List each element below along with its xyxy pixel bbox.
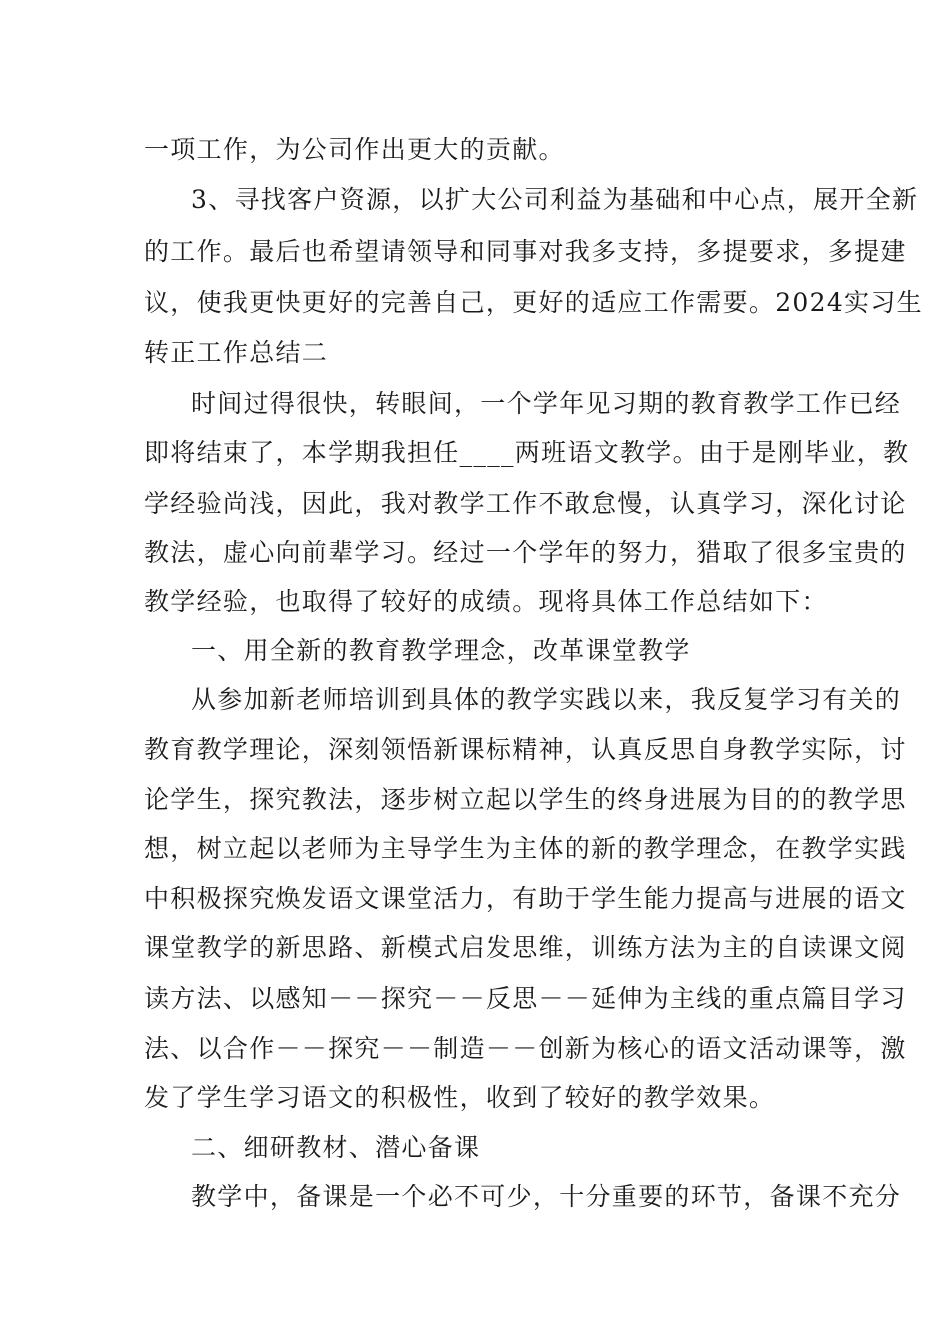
text-line: 论学生，探究教法，逐步树立起以学生的终身进展为目的的教学思 [144,785,907,814]
text-line: 课堂教学的新思路、新模式启发思维，训练方法为主的自读课文阅 [144,933,907,962]
text-line: 教育教学理论，深刻领悟新课标精神，认真反思自身教学实际，讨 [144,735,907,764]
text-line: 时间过得很快，转眼间，一个学年见习期的教育教学工作已经 [191,389,902,418]
text-line: 读方法、以感知－－探究－－反思－－延伸为主线的重点篇目学习 [144,984,907,1013]
text-line: 教法，虚心向前辈学习。经过一个学年的努力，猎取了很多宝贵的 [144,538,907,567]
text-line: 教学经验，也取得了较好的成绩。现将具体工作总结如下： [144,587,828,616]
section-heading: 二、细研教材、潜心备课 [191,1133,481,1162]
text-line: 发了学生学习语文的积极性，收到了较好的教学效果。 [144,1083,776,1112]
text-line: 法、以合作－－探究－－制造－－创新为核心的语文活动课等，激 [144,1034,907,1063]
text-line: 的工作。最后也希望请领导和同事对我多支持，多提要求，多提建 [144,237,907,266]
text-line: 3、寻找客户资源，以扩大公司利益为基础和中心点，展开全新 [191,185,919,214]
text-line: 议，使我更快更好的完善自己，更好的适应工作需要。2024实习生 [144,288,923,317]
text-line: 教学中，备课是一个必不可少，十分重要的环节，备课不充分 [191,1182,902,1211]
text-line: 一项工作，为公司作出更大的贡献。 [144,135,565,164]
text-line: 想，树立起以老师为主导学生为主体的新的教学理念，在教学实践 [144,834,907,863]
text-line: 学经验尚浅，因此，我对教学工作不敢怠慢，认真学习，深化讨论 [144,489,907,518]
text-line: 从参加新老师培训到具体的教学实践以来，我反复学习有关的 [191,685,902,714]
section-heading: 一、用全新的教育教学理念，改革课堂教学 [191,636,691,665]
text-line: 中积极探究焕发语文课堂活力，有助于学生能力提高与进展的语文 [144,884,907,913]
text-line: 转正工作总结二 [144,338,329,367]
text-line: 即将结束了，本学期我担任____两班语文教学。由于是刚毕业，教 [144,438,910,467]
